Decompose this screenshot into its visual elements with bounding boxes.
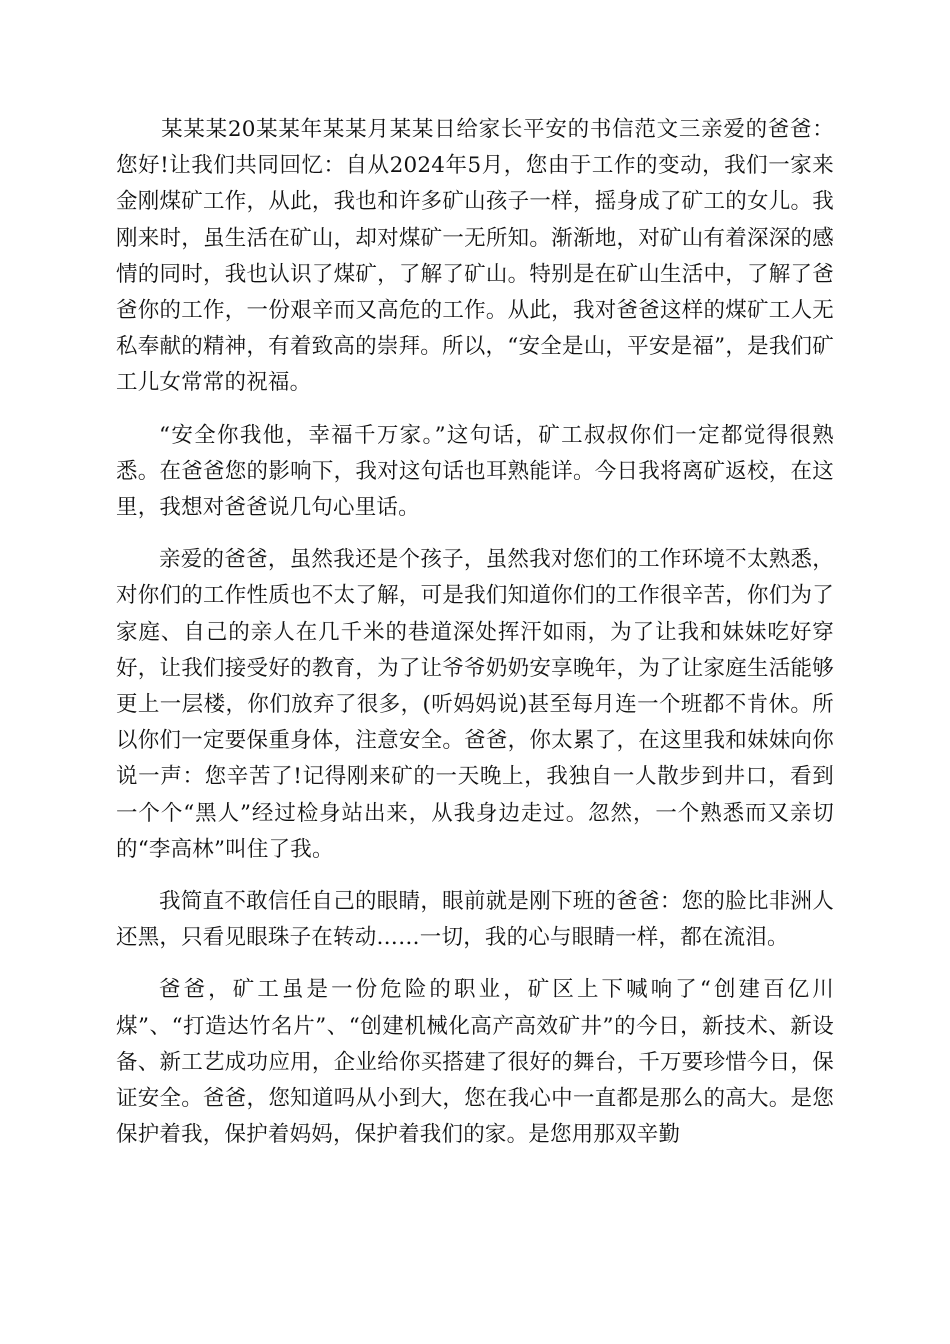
- letter-body: [116, 112, 834, 1169]
- paragraph-5: 爸爸，矿工虽是一份危险的职业，矿区上下喊响了“创建百亿川煤”、“打造达竹名片”、“创建机械化高产高效矿井”的今日，新技术、新设备、新工艺成功应用，企业给你买搭建了很好的舞台，千万要珍惜今日，保证安全。爸爸，您知道吗从小到大，您在我心中一直都是那么的高大。是您保护着我，保护着妈妈，保护着我们的家。是您用那双辛勤: [116, 977, 834, 1148]
- paragraph-2: “安全你我他，幸福千万家。”这句话，矿工叔叔你们一定都觉得很熟悉。在爸爸您的影响下，我对这句话也耳熟能详。今日我将离矿返校，在这里，我想对爸爸说几句心里话。: [116, 422, 834, 521]
- paragraph-1: 某某某20某某年某某月某某日给家长平安的书信范文三亲爱的爸爸： 您好!让我们共同回忆：自从2024年5月，您由于工作的变动，我们一家来金刚煤矿工作，从此，我也和许多矿山孩子一样，摇身成了矿工的女儿。我刚来时，虽生活在矿山，却对煤矿一无所知。渐渐地，对矿山有着深深的感情的同时，我也认识了煤矿，了解了矿山。特别是在矿山生活中，了解了爸爸你的工作，一份艰辛而又高危的工作。从此，我对爸爸这样的煤矿工人无私奉献的精神，有着致高的崇拜。所以，“安全是山，平安是福”，是我们矿工儿女常常的祝福。: [116, 117, 834, 396]
- paragraph-3: 亲爱的爸爸，虽然我还是个孩子，虽然我对您们的工作环境不太熟悉，对你们的工作性质也不太了解，可是我们知道你们的工作很辛苦，你们为了家庭、自己的亲人在几千米的巷道深处挥汗如雨，为了让我和妹妹吃好穿好，让我们接受好的教育，为了让爷爷奶奶安享晚年，为了让家庭生活能够更上一层楼，你们放弃了很多，(听妈妈说)甚至每月连一个班都不肯休。所以你们一定要保重身体，注意安全。爸爸，你太累了，在这里我和妹妹向你说一声：您辛苦了!记得刚来矿的一天晚上，我独自一人散步到井口，看到一个个“黑人”经过检身站出来，从我身边走过。忽然，一个熟悉而又亲切的“李高林”叫住了我。: [116, 547, 834, 862]
- paragraph-4: 我简直不敢信任自己的眼睛，眼前就是刚下班的爸爸：您的脸比非洲人还黑，只看见眼珠子在转动……一切，我的心与眼睛一样，都在流泪。: [116, 889, 834, 951]
